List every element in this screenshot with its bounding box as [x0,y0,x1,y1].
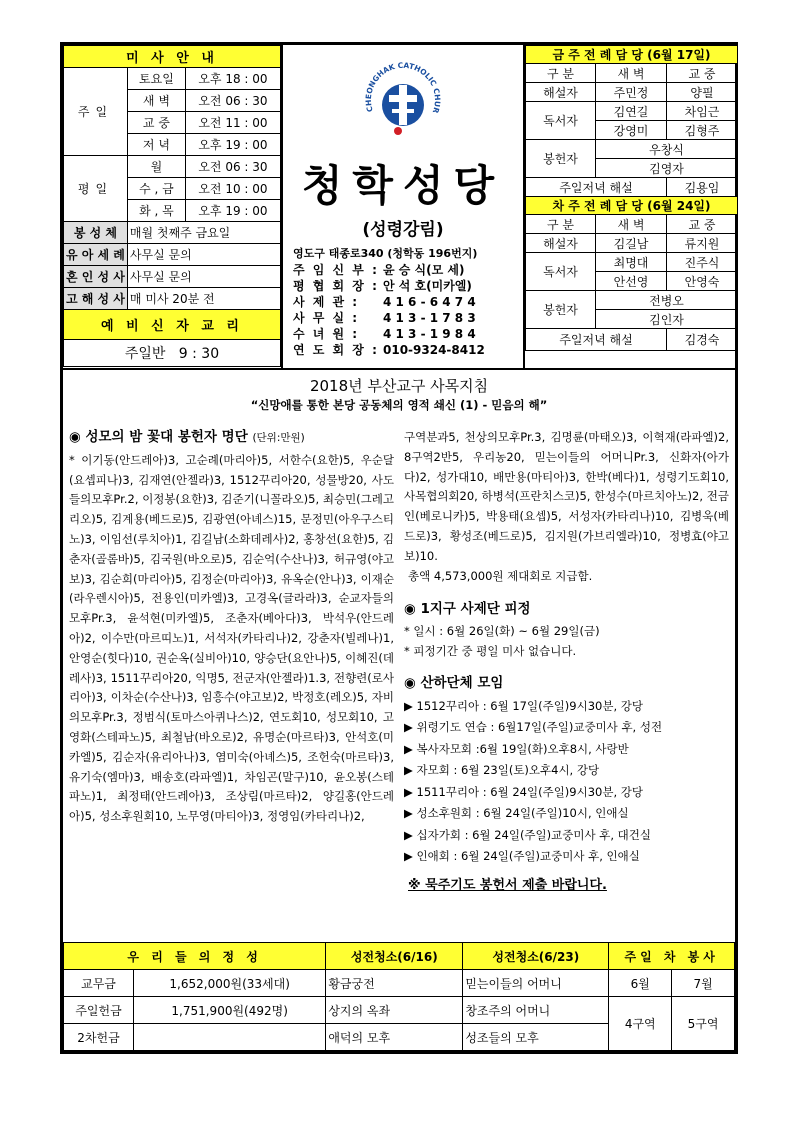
duty-person: 진주식 [667,253,738,272]
district-retreat-title: ◉ 1지구 사제단 피정 [404,601,531,618]
duty-person: 양필 [667,83,738,102]
duty-person: 차임근 [667,102,738,121]
cleaning-group: 황금궁전 [326,970,463,997]
cleaning-group: 창조주의 어머니 [463,997,609,1024]
district-retreat-item: * 일시 : 6월 26일(화) ~ 6월 29일(금) [404,624,600,639]
church-logo [359,59,447,147]
duty-person: 최명대 [596,253,667,272]
duty-person: 김길남 [596,234,667,253]
catechumen-title: 예 비 신 자 교 리 [64,310,281,340]
group-meetings-list [404,696,729,868]
info-label: 사 제 관 : [293,295,360,309]
info-value: 안 석 호(미카엘) [383,279,472,293]
info-label: 주 임 신 부 : [293,263,379,277]
info-label: 연 도 회 장 : [293,343,379,357]
mass-day: 새 벽 [127,90,185,112]
duty-person: 안선영 [596,272,667,291]
liturgy-duty-table [525,45,738,351]
cleaning-group: 성조들의 모후 [463,1024,609,1051]
duty-header: 새 벽 [596,215,667,234]
weekday-label: 평일 [64,156,128,222]
info-label: 수 녀 원 : [293,327,360,341]
offering-value: 1,652,000원(33세대) [134,970,326,997]
list-item: ▶ 1511꾸리아 : 6월 24일(주일)9시30분, 강당 [404,784,643,799]
mass-time: 오전 06 : 30 [185,90,280,112]
sacrament-value: 사무실 문의 [127,244,280,266]
offering-value [134,1024,326,1051]
list-item: ▶ 성소후원회 : 6월 24일(주일)10시, 인애실 [404,806,629,821]
flower-total: 총액 4,573,000원 제대회로 지급함. [408,568,593,583]
sacrament-label: 고 해 성 사 [64,288,128,310]
bottom-table [63,942,735,1051]
mass-schedule-table [63,45,281,367]
offering-label: 주일헌금 [64,997,134,1024]
church-name: 청학성당 [301,161,505,210]
mass-time: 오후 19 : 00 [185,200,280,222]
church-header [281,45,525,368]
duty-header: 새 벽 [596,64,667,83]
duty-role: 독서자 [526,253,596,291]
info-value: 010-9324-8412 [383,343,485,357]
mass-time: 오후 18 : 00 [185,68,280,90]
info-label: 평 협 회 장 : [293,279,379,293]
logo-text: CHEONGHAK CATHOLIC CHUR [363,60,443,115]
duty-role: 독서자 [526,102,596,140]
duty-header: 구 분 [526,215,596,234]
offering-value: 1,751,900원(492명) [134,997,326,1024]
offering-title: 우 리 들 의 정 성 [64,943,326,970]
duty-person: 김영자 [596,159,738,178]
duty-role: 봉헌자 [526,291,596,329]
duty-header: 교 중 [667,64,738,83]
cross-logo-icon [359,59,447,147]
duty-header: 구 분 [526,64,596,83]
duty-person: 김연길 [596,102,667,121]
sacrament-value: 매월 첫째주 금요일 [127,222,280,244]
duty-person: 김형주 [667,121,738,140]
list-item: ▶ 복사자모회 :6월 19일(화)오후8시, 사랑반 [404,741,629,756]
list-item: ▶ 자모회 : 6월 23일(토)오후4시, 강당 [404,763,600,778]
mass-day: 화 , 목 [127,200,185,222]
info-value: 윤 승 식(모 세) [383,263,465,277]
announcements [63,370,735,940]
cleaning-group: 상지의 옥좌 [326,997,463,1024]
duty-role: 해설자 [526,83,596,102]
mass-day: 월 [127,156,185,178]
duty-person: 안영숙 [667,272,738,291]
service-title: 주일 차 봉사 [609,943,735,970]
service-month: 7월 [672,970,735,997]
duty-title-this-week: 금 주 전 례 담 당 (6월 17일) [526,46,738,64]
cleaning-title-2: 성전청소(6/23) [463,943,609,970]
info-value: 4 1 6 - 6 4 7 4 [383,295,476,309]
mass-time: 오전 10 : 00 [185,178,280,200]
service-area: 4구역 [609,997,672,1051]
duty-person: 주민정 [596,83,667,102]
mass-title: 미 사 안 내 [64,46,281,68]
right-column [404,428,729,895]
mass-day: 수 , 금 [127,178,185,200]
duty-person: 김용임 [667,178,738,197]
duty-role: 봉헌자 [526,140,596,178]
info-value: 4 1 3 - 1 9 8 4 [383,327,476,341]
church-address: 영도구 태종로340 (청학동 196번지) [293,247,478,260]
sacrament-value: 사무실 문의 [127,266,280,288]
service-month: 6월 [609,970,672,997]
flower-offering-section [69,428,394,827]
cleaning-group: 애덕의 모후 [326,1024,463,1051]
district-retreat-item: * 피정기간 중 평일 미사 없습니다. [404,643,577,658]
mass-day: 토요일 [127,68,185,90]
mass-day: 교 중 [127,112,185,134]
catechumen-schedule: 주일반 9 : 30 [64,340,281,367]
list-item: ▶ 위령기도 연습 : 6월17일(주일)교중미사 후, 성전 [404,720,663,735]
list-item: ▶ 인애회 : 6월 24일(주일)교중미사 후, 인애실 [404,849,640,864]
pastoral-guideline-subtitle: “신망애를 통한 본당 공동체의 영적 쇄신 (1) - 믿음의 해” [250,398,548,412]
mass-day: 저 녁 [127,134,185,156]
info-value: 4 1 3 - 1 7 8 3 [383,311,476,325]
flower-unit: (단위:만원) [252,432,305,444]
mass-time: 오전 11 : 00 [185,112,280,134]
info-label: 사 무 실 : [293,311,360,325]
church-subtitle: (성령강림) [362,220,444,240]
groups-title: ◉ 산하단체 모임 [404,674,504,691]
duty-header: 교 중 [667,215,738,234]
sacrament-label: 봉 성 체 [64,222,128,244]
flower-title: ◉ 성모의 밤 꽃대 봉헌자 명단 [69,429,248,445]
cleaning-title-1: 성전청소(6/16) [326,943,463,970]
mass-time: 오전 06 : 30 [185,156,280,178]
mass-time: 오후 19 : 00 [185,134,280,156]
sunday-label: 주일 [64,68,128,156]
list-item: ▶ 십자가회 : 6월 24일(주일)교중미사 후, 대건실 [404,827,651,842]
duty-person: 전병오 [596,291,738,310]
duty-role: 주일저녁 해설 [526,178,667,197]
duty-person: 김경숙 [667,329,738,351]
duty-role: 해설자 [526,234,596,253]
list-item: ▶ 1512꾸리아 : 6월 17일(주일)9시30분, 강당 [404,698,643,713]
service-area: 5구역 [672,997,735,1051]
bulletin-page [60,42,738,1054]
sacrament-label: 혼 인 성 사 [64,266,128,288]
duty-person: 강영미 [596,121,667,140]
church-info [293,246,523,358]
offering-label: 교무금 [64,970,134,997]
rosary-notice: ※ 묵주기도 봉헌서 제출 바랍니다. [408,877,607,893]
sacrament-value: 매 미사 20분 전 [127,288,280,310]
cleaning-group: 믿는이들의 어머니 [463,970,609,997]
flower-donors-right: 구역분과5, 천상의모후Pr.3, 김명륜(마태오)3, 이혁재(라파엘)2, 8구역2반5, 우리농20, 믿는이들의 어머니Pr.3, 신화자(아가다)2, 성가대10, 배만용(마티아)3, 한박(베다)1, 성령기도회10, 사목협의회20, 하병석(프란치스코)5, 한성수(마르치아노)2, 전금인(베로니카)5, 박용태(요셉)5, 서성자(카타리나)10, 김병욱(베드로)3, 황성조(베드로)5, 김지원(가브리엘라)10, 정병효(야고보)10. [404,430,729,563]
duty-person: 류지원 [667,234,738,253]
duty-person: 김인자 [596,310,738,329]
duty-role: 주일저녁 해설 [526,329,667,351]
offering-label: 2차헌금 [64,1024,134,1051]
duty-person: 우창식 [596,140,738,159]
sacrament-label: 유 아 세 례 [64,244,128,266]
pastoral-guideline-title: 2018년 부산교구 사목지침 [309,377,489,395]
flower-donors-left: * 이기동(안드레아)3, 고순례(마리아)5, 서한수(요한)5, 우순달(요셉피나)3, 김재연(안젤라)3, 1512꾸리아20, 성물방20, 사도들의모후Pr.2, 이정봉(요한)3, 김준기(니꼴라오)5, 최승민(그레고리오)5, 김계용(베드로)5, 김광연(아녜스)15, 문정민(아우구스티노)3, 이임선(루치아)1, 김길남(소화데레사)2, 홍창선(요한)5, 김춘자(골롬바)5, 김국원(바오로)5, 김순억(수산나)3, 허규영(야고보)3, 김순희(마리아)5, 김정순(마리아)3, 유옥순(안나)3, 이재순(라우렌시아)5, 전용인(미카엘)3, 고경옥(글라라)3, 순교자들의모후Pr.3, 윤석현(미카엘)5, 조춘자(베아다)3, 박석우(안드레아)2, 이수만(마르띠노)1, 서석자(카타리나)2, 강춘자(빌레나)1, 안영순(힛다)10, 권순옥(실비아)10, 양승단(요안나)5, 이혜진(데레사)3, 1511꾸리아20, 익명5, 전군자(안젤라)1.3, 전향련(로사리아)3, 이차순(수산나)3, 임흥수(야고보)2, 박정호(레오)5, 자비의모후Pr.3, 정범식(토마스아퀴나스)2, 연도회10, 성모회10, 고영화(스테파노)5, 최철남(바오로)2, 유명순(마르타)3, 안석호(미카엘)5, 김순자(유리아나)3, 염미숙(아녜스)5, 조헌숙(마르타)3, 유기숙(엠마)3, 배송호(라파엘)1, 차임곤(말구)10, 윤오봉(스테파노)1, 최정태(안드레아)3, 조상림(마르타)2, 양길홍(안드레아)5, 성소후원회10, 노무영(마티아)3, 정영임(카타리나)2, [69,452,394,824]
duty-title-next-week: 차 주 전 례 담 당 (6월 24일) [526,197,738,215]
